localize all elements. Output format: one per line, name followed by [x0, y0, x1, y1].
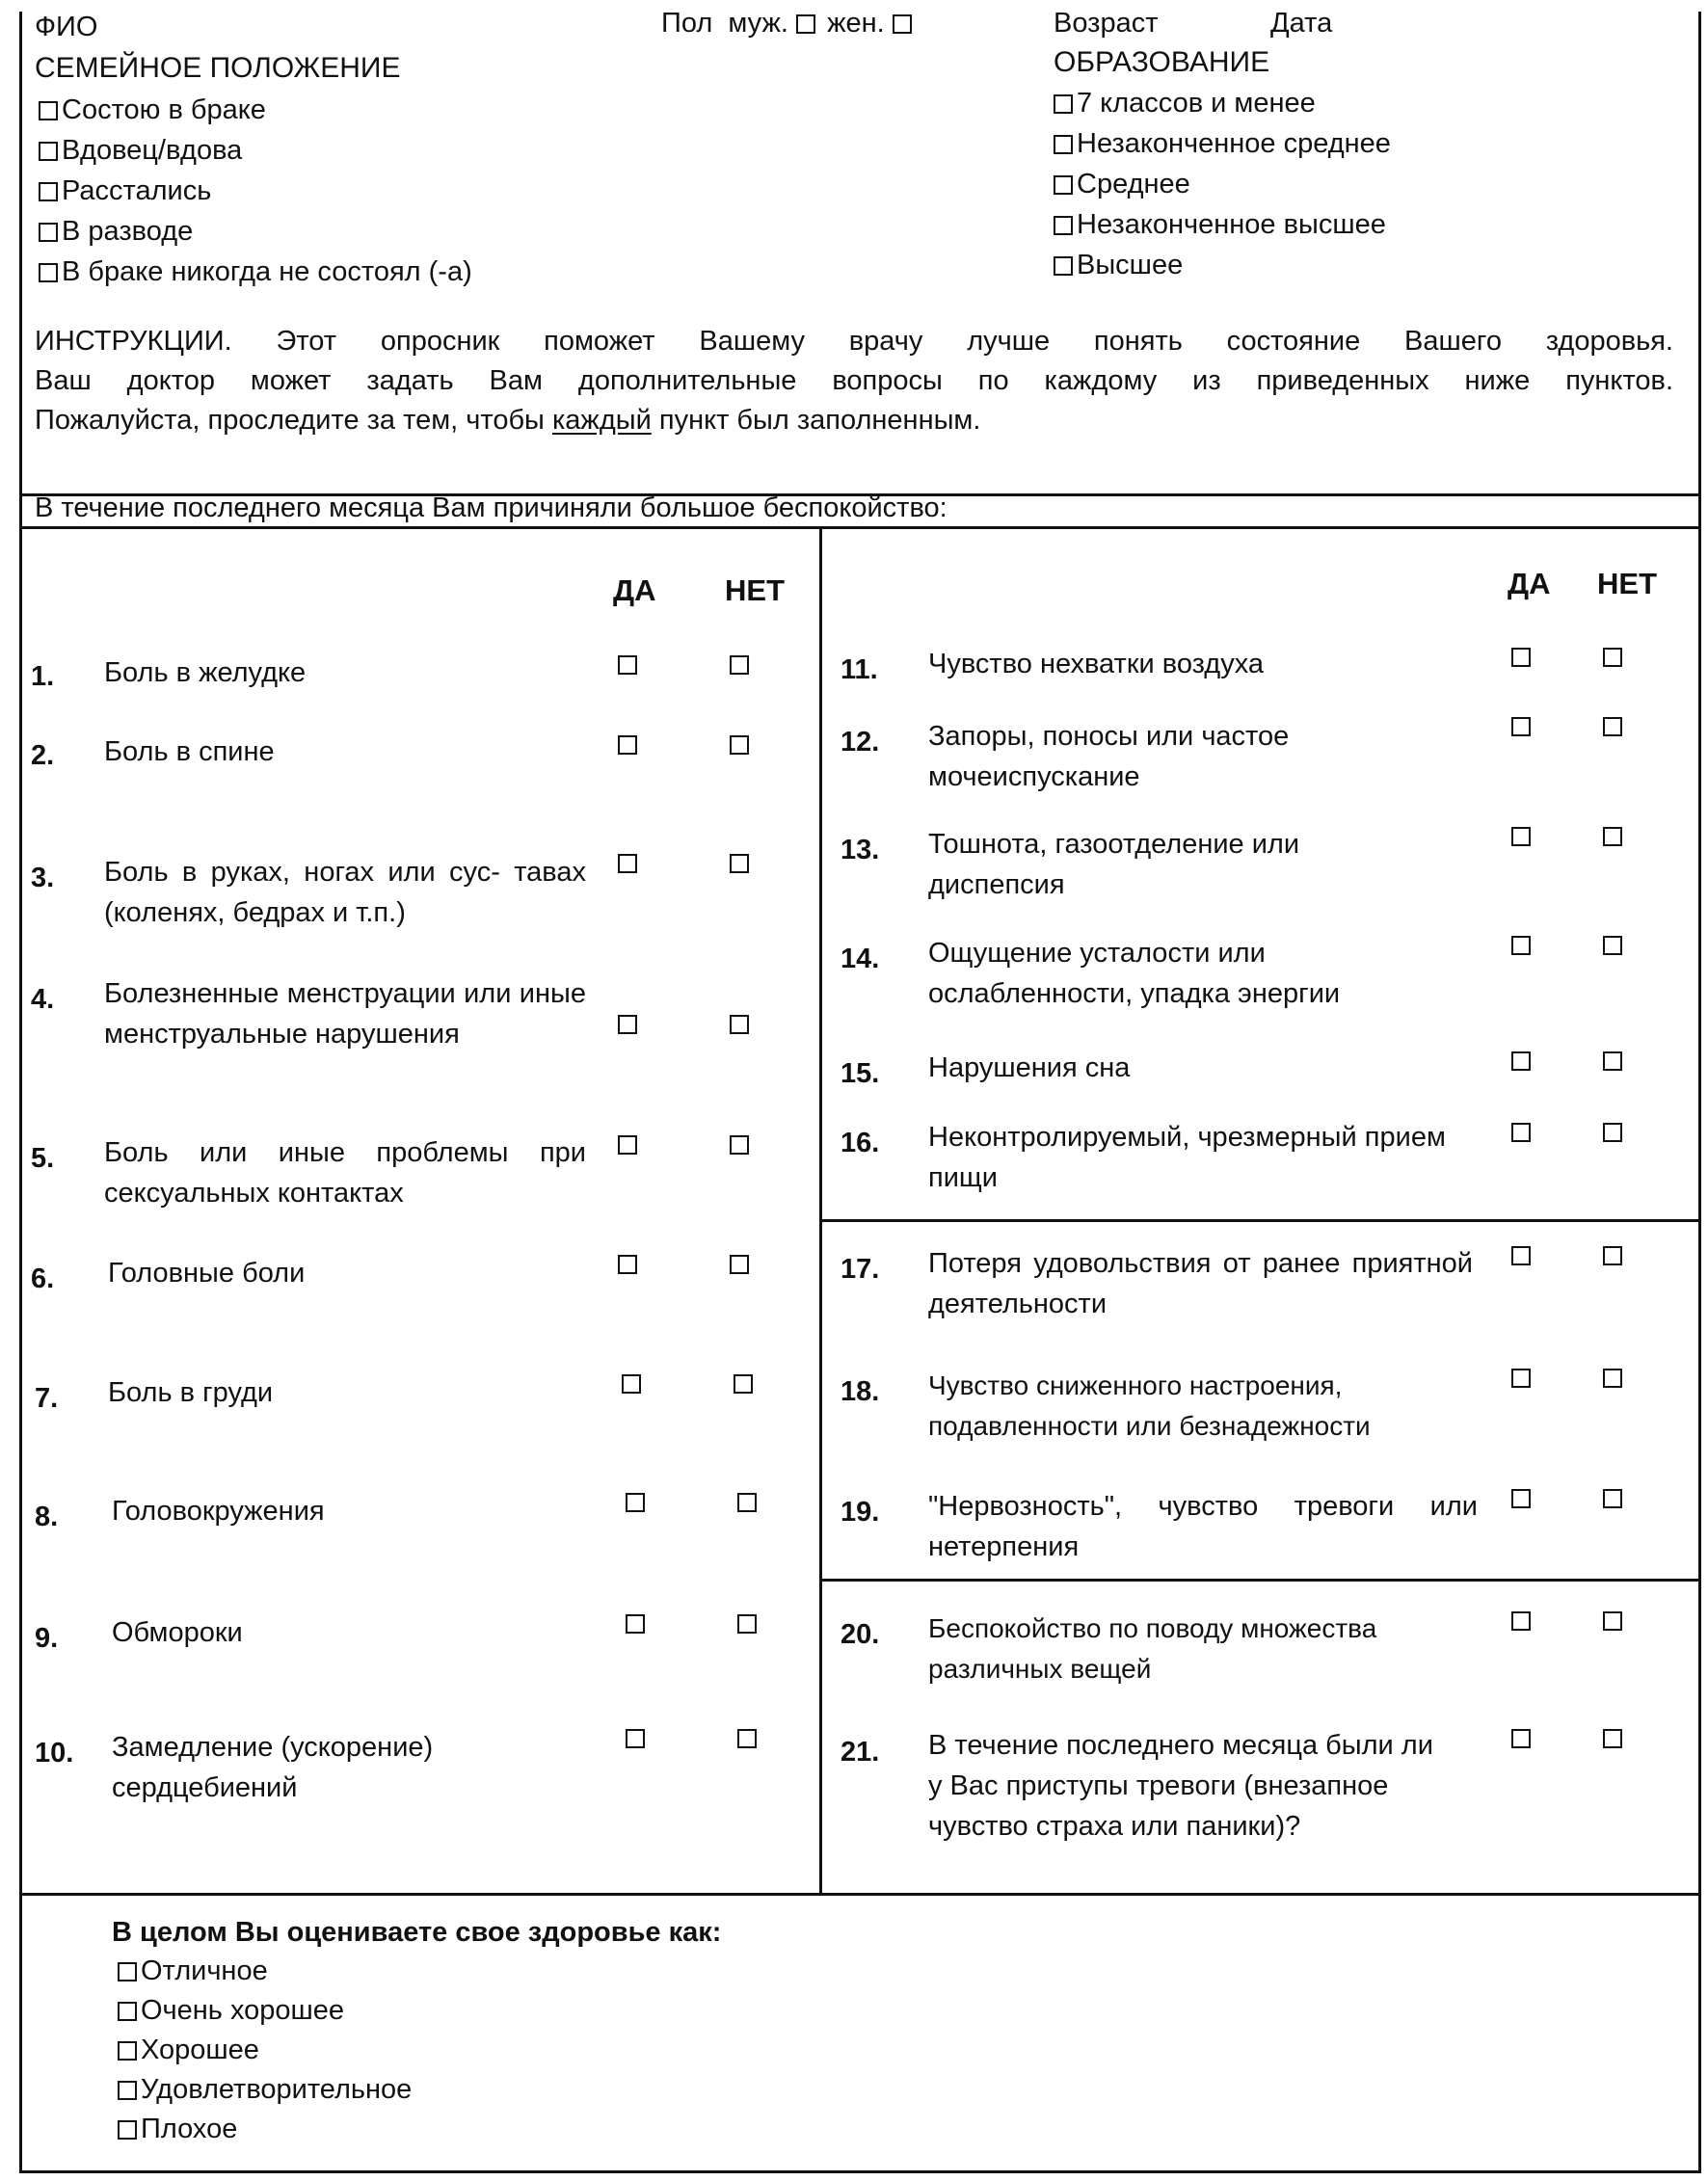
answer-no-checkbox[interactable]: [730, 735, 749, 755]
checkbox[interactable]: [118, 2041, 137, 2061]
question-number: 12.: [841, 727, 880, 758]
answer-no-checkbox[interactable]: [1603, 1246, 1622, 1265]
divider-intro-bottom: [19, 526, 1701, 529]
answer-yes-checkbox[interactable]: [618, 1015, 637, 1034]
health-option[interactable]: Очень хорошее: [118, 1997, 344, 2025]
frame-bottom: [19, 2170, 1701, 2173]
answer-no-checkbox[interactable]: [1603, 648, 1622, 667]
answer-yes-checkbox[interactable]: [618, 735, 637, 755]
marital-option[interactable]: Вдовец/вдова: [39, 137, 242, 165]
question-text: Запоры, поносы или частое мочеиспускание: [928, 721, 1290, 792]
divider-group-2: [819, 1579, 1701, 1582]
question-number: 16.: [841, 1128, 880, 1158]
answer-yes-checkbox[interactable]: [1511, 1051, 1531, 1071]
question-text: Чувство сниженного настроения, подавленности или безнадежности: [928, 1370, 1371, 1441]
sex-male-label: муж.: [728, 8, 788, 39]
answer-yes-checkbox[interactable]: [618, 1255, 637, 1274]
answer-no-checkbox[interactable]: [737, 1493, 757, 1512]
question-number: 13.: [841, 835, 880, 865]
answer-yes-checkbox[interactable]: [626, 1493, 645, 1512]
answer-no-checkbox[interactable]: [730, 1255, 749, 1274]
frame-left: [19, 12, 22, 2173]
health-title: В целом Вы оцениваете свое здоровье как:: [112, 1917, 722, 1948]
question-number: 19.: [841, 1497, 880, 1528]
checkbox[interactable]: [1054, 216, 1073, 235]
education-option[interactable]: 7 классов и менее: [1054, 90, 1316, 118]
question-text: Потеря удовольствия от ранее приятной деятельности: [928, 1248, 1473, 1319]
marital-option[interactable]: Состою в браке: [39, 96, 266, 124]
answer-yes-checkbox[interactable]: [1511, 1369, 1531, 1388]
answer-no-checkbox[interactable]: [1603, 1123, 1622, 1142]
question-number: 20.: [841, 1619, 880, 1650]
education-option[interactable]: Незаконченное среднее: [1054, 130, 1391, 158]
marital-title: СЕМЕЙНОЕ ПОЛОЖЕНИЕ: [35, 52, 401, 84]
marital-option[interactable]: В разводе: [39, 218, 193, 246]
question-number: 2.: [31, 740, 55, 771]
question-number: 1.: [31, 661, 55, 692]
question-number: 15.: [841, 1058, 880, 1089]
divider-columns: [819, 526, 822, 1895]
question-number: 10.: [35, 1738, 74, 1769]
question-number: 5.: [31, 1143, 55, 1174]
instructions-emphasis: каждый: [551, 405, 652, 436]
education-option[interactable]: Незаконченное высшее: [1054, 211, 1386, 239]
question-text: Боль в руках, ногах или сус- тавах (коленях, бедрах и т.п.): [104, 857, 586, 928]
health-option[interactable]: Удовлетворительное: [118, 2076, 412, 2104]
checkbox[interactable]: [39, 101, 58, 120]
education-option[interactable]: Среднее: [1054, 171, 1190, 199]
checkbox[interactable]: [1054, 135, 1073, 154]
instructions: [35, 322, 1673, 440]
checkbox[interactable]: [118, 2120, 137, 2140]
education-title: ОБРАЗОВАНИЕ: [1054, 46, 1270, 78]
answer-yes-checkbox[interactable]: [618, 1135, 637, 1155]
answer-yes-checkbox[interactable]: [618, 854, 637, 873]
marital-option[interactable]: Расстались: [39, 177, 211, 205]
sex-female-label: жен.: [827, 8, 885, 39]
answer-no-checkbox[interactable]: [730, 1015, 749, 1034]
question-number: 6.: [31, 1263, 55, 1294]
answer-no-checkbox[interactable]: [1603, 827, 1622, 846]
answer-no-checkbox[interactable]: [1603, 1369, 1622, 1388]
checkbox[interactable]: [39, 263, 58, 282]
question-number: 4.: [31, 984, 55, 1015]
col-no-left: НЕТ: [725, 573, 785, 607]
question-number: 14.: [841, 944, 880, 974]
age-label: Возраст: [1054, 8, 1159, 39]
answer-no-checkbox[interactable]: [1603, 1729, 1622, 1748]
question-number: 11.: [841, 654, 878, 685]
question-text: Беспокойство по поводу множества различных вещей: [928, 1613, 1377, 1684]
question-number: 7.: [35, 1383, 59, 1414]
question-text: Болезненные менструации или иные менструальные нарушения: [104, 978, 586, 1050]
answer-yes-checkbox[interactable]: [622, 1374, 641, 1394]
fio-label: ФИО: [35, 12, 98, 42]
question-text: Замедление (ускорение) сердцебиений: [112, 1732, 434, 1803]
answer-yes-checkbox[interactable]: [1511, 1123, 1531, 1142]
divider-group-1: [819, 1219, 1701, 1222]
answer-yes-checkbox[interactable]: [1511, 648, 1531, 667]
answer-yes-checkbox[interactable]: [1511, 1489, 1531, 1508]
question-text: Боль в спине: [104, 736, 275, 767]
checkbox[interactable]: [118, 1962, 137, 1982]
instructions-line-1: ИНСТРУКЦИИ. Этот опросник поможет Вашему врачу лучше понять состояние Вашего здоровья.: [35, 326, 1673, 357]
checkbox[interactable]: [118, 2002, 137, 2021]
answer-no-checkbox[interactable]: [734, 1374, 753, 1394]
checkbox[interactable]: [118, 2081, 137, 2100]
question-text: Неконтролируемый, чрезмерный прием пищи: [928, 1122, 1446, 1193]
question-text: Боль или иные проблемы при сексуальных контактах: [104, 1137, 586, 1209]
checkbox[interactable]: [39, 142, 58, 161]
question-number: 21.: [841, 1737, 880, 1768]
question-text: Головокружения: [112, 1496, 325, 1527]
answer-no-checkbox[interactable]: [1603, 1489, 1622, 1508]
checkbox[interactable]: [1054, 175, 1073, 195]
answer-yes-checkbox[interactable]: [618, 655, 637, 675]
answer-yes-checkbox[interactable]: [1511, 1611, 1531, 1631]
question-text: Чувство нехватки воздуха: [928, 649, 1265, 679]
answer-no-checkbox[interactable]: [737, 1614, 757, 1634]
question-text: Головные боли: [108, 1258, 306, 1289]
col-yes-left: ДА: [613, 573, 656, 607]
answer-no-checkbox[interactable]: [1603, 936, 1622, 955]
question-text: Ощущение усталости или ослабленности, упадка энергии: [928, 938, 1341, 1009]
answer-no-checkbox[interactable]: [1603, 717, 1622, 736]
answer-no-checkbox[interactable]: [730, 655, 749, 675]
question-text: "Нервозность", чувство тревоги или нетерпения: [928, 1491, 1478, 1562]
date-label: Дата: [1270, 8, 1333, 39]
instructions-line-2: Ваш доктор может задать Вам дополнительные вопросы по каждому из приведенных ниже пунктов.: [35, 365, 1673, 396]
answer-yes-checkbox[interactable]: [1511, 1246, 1531, 1265]
col-yes-right: ДА: [1508, 567, 1551, 600]
question-text: Обмороки: [112, 1617, 243, 1648]
question-text: Тошнота, газоотделение или диспепсия: [928, 829, 1300, 900]
answer-yes-checkbox[interactable]: [1511, 936, 1531, 955]
health-option[interactable]: Хорошее: [118, 2036, 259, 2064]
question-number: 9.: [35, 1623, 59, 1654]
checkbox[interactable]: [39, 182, 58, 201]
question-number: 3.: [31, 863, 55, 893]
question-text: Боль в желудке: [104, 657, 307, 688]
question-number: 8.: [35, 1502, 59, 1532]
answer-no-checkbox[interactable]: [730, 854, 749, 873]
answer-yes-checkbox[interactable]: [626, 1729, 645, 1748]
answer-no-checkbox[interactable]: [730, 1135, 749, 1155]
education-option[interactable]: Высшее: [1054, 252, 1183, 279]
checkbox[interactable]: [1054, 94, 1073, 114]
col-no-right: НЕТ: [1597, 567, 1657, 600]
question-number: 18.: [841, 1376, 880, 1407]
sex-male-checkbox[interactable]: [796, 14, 815, 34]
sex-female-checkbox[interactable]: [893, 14, 912, 34]
frame-right: [1698, 12, 1701, 2173]
marital-option[interactable]: В браке никогда не состоял (-а): [39, 258, 472, 286]
question-intro: В течение последнего месяца Вам причиняли большое беспокойство:: [35, 492, 947, 523]
divider-health-top: [19, 1893, 1701, 1896]
answer-yes-checkbox[interactable]: [1511, 1729, 1531, 1748]
answer-no-checkbox[interactable]: [1603, 1611, 1622, 1631]
instructions-line-3: Пожалуйста, проследите за тем, чтобы каждый пункт был заполненным.: [35, 405, 981, 436]
sex-label: Пол: [661, 8, 713, 39]
answer-yes-checkbox[interactable]: [626, 1614, 645, 1634]
answer-yes-checkbox[interactable]: [1511, 827, 1531, 846]
answer-no-checkbox[interactable]: [1603, 1051, 1622, 1071]
answer-yes-checkbox[interactable]: [1511, 717, 1531, 736]
question-text: В течение последнего месяца были ли у Вас приступы тревоги (внезапное чувство страха или паники)?: [928, 1730, 1433, 1842]
sex-field: [661, 10, 916, 38]
question-text: Нарушения сна: [928, 1052, 1131, 1083]
checkbox[interactable]: [39, 223, 58, 242]
question-text: Боль в груди: [108, 1377, 274, 1408]
health-option[interactable]: Отличное: [118, 1957, 268, 1985]
health-option[interactable]: Плохое: [118, 2115, 237, 2143]
question-number: 17.: [841, 1254, 880, 1285]
answer-no-checkbox[interactable]: [737, 1729, 757, 1748]
checkbox[interactable]: [1054, 256, 1073, 276]
